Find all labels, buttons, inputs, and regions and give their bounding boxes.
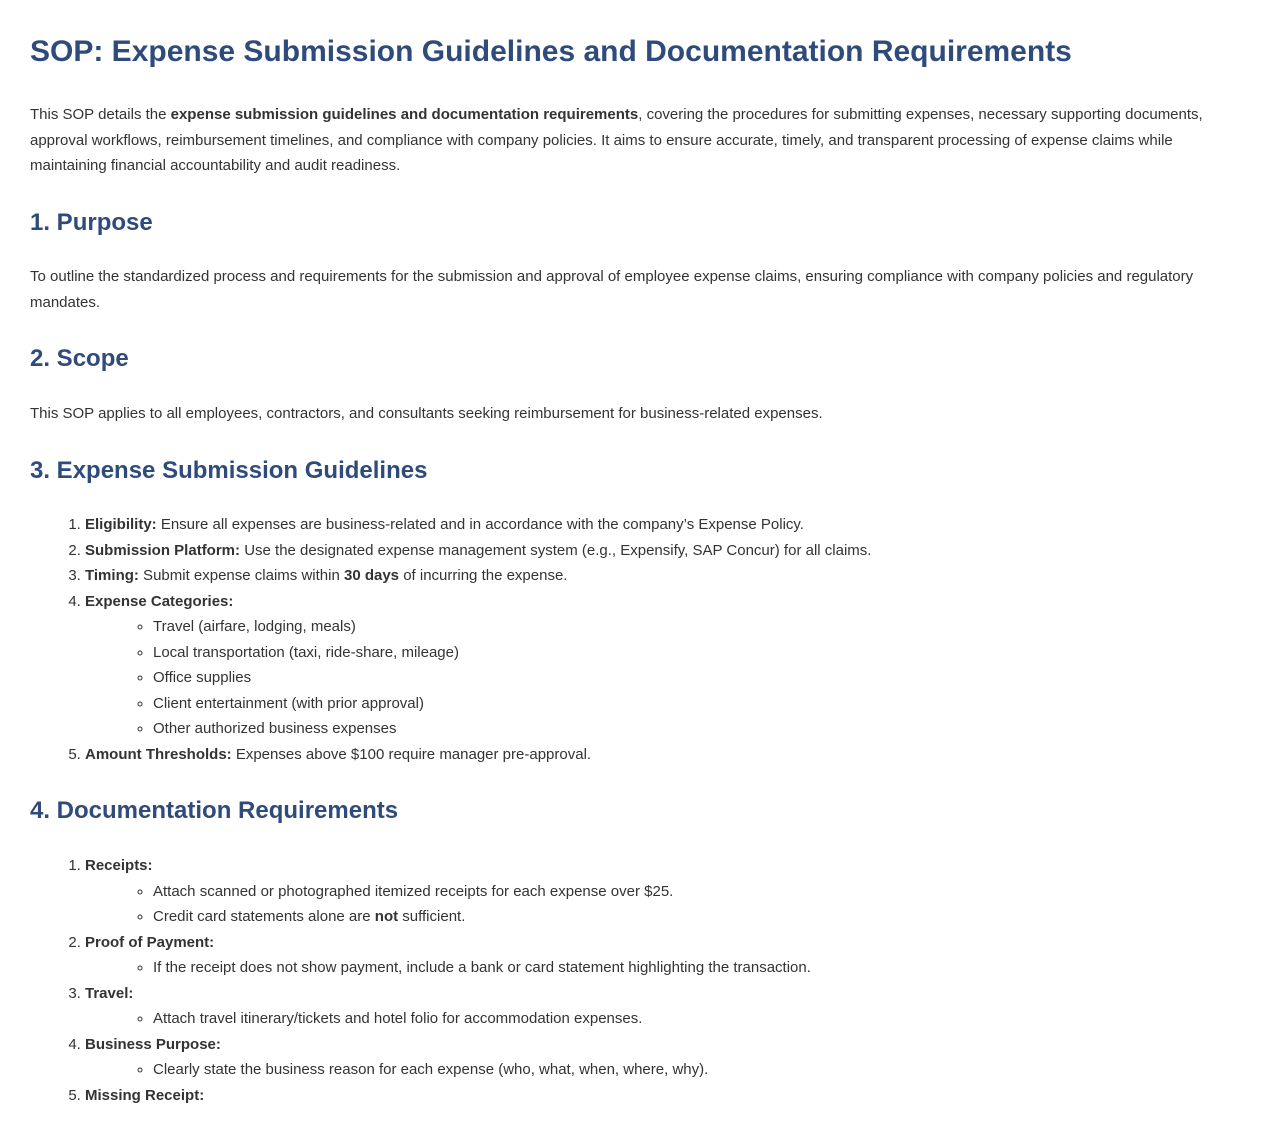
sub-list <box>85 955 1233 981</box>
scope-paragraph: This SOP applies to all employees, contractors, and consultants seeking reimbursement for business-related expenses. <box>30 405 823 423</box>
sub-list-item: ◦ Office supplies <box>153 665 1233 691</box>
list-item: 2. Submission Platform: Use the designated expense management system (e.g., Expensify, SAP Concur) for all claims. <box>85 538 1233 564</box>
sub-list-item: ◦ Credit card statements alone are not sufficient. <box>153 904 1233 930</box>
bold-text: 30 days <box>343 567 400 585</box>
guidelines-list <box>30 512 1233 767</box>
sub-list <box>85 879 1233 930</box>
sub-list-item: ◦ If the receipt does not show payment, include a bank or card statement highlighting the transaction. <box>153 955 1233 981</box>
section-heading-documentation: 4. Documentation Requirements <box>30 797 399 825</box>
item-label: Eligibility: <box>85 516 157 534</box>
sub-list <box>85 1006 1233 1032</box>
section-purpose <box>30 209 1233 316</box>
item-label: Proof of Payment: <box>85 933 215 951</box>
sub-list <box>85 614 1233 742</box>
sub-list-item: ◦ Attach travel itinerary/tickets and hotel folio for accommodation expenses. <box>153 1006 1233 1032</box>
list-item: 5. Amount Thresholds: Expenses above $100 require manager pre-approval. <box>85 742 1233 768</box>
sub-list-item: ◦ Local transportation (taxi, ride-share, mileage) <box>153 640 1233 666</box>
list-item <box>85 1083 1233 1109</box>
item-label: Missing Receipt: <box>85 1086 205 1104</box>
item-label: Amount Thresholds: <box>85 745 232 763</box>
sub-list-item: ◦ Clearly state the business reason for each expense (who, what, when, where, why). <box>153 1057 1233 1083</box>
sub-list-item: ◦ Other authorized business expenses <box>153 716 1233 742</box>
item-label: Timing: <box>85 567 139 585</box>
intro-paragraph: This SOP details the expense submission guidelines and documentation requirements, covering the procedures for submitting expenses, necessary supporting documents, approval workflows, reimbursement timelines, and compliance with company policies. It aims to ensure accurate, timely, and transparent processing of expense claims while maintaining financial accountability and audit readiness. <box>30 106 1203 174</box>
list-item: 1. Eligibility: Ensure all expenses are business-related and in accordance with the company’s Expense Policy. <box>85 512 1233 538</box>
item-label: Expense Categories: <box>85 592 234 610</box>
sub-list-item: ◦ Attach scanned or photographed itemized receipts for each expense over $25. <box>153 879 1233 905</box>
documentation-list <box>30 853 1233 1108</box>
list-item <box>85 1032 1233 1083</box>
purpose-paragraph: To outline the standardized process and requirements for the submission and approval of employee expense claims, ensuring compliance with company policies and regulatory mandates. <box>30 268 1194 311</box>
list-item <box>85 981 1233 1032</box>
bold-text: expense submission guidelines and documentation requirements <box>170 106 639 123</box>
page-title: SOP: Expense Submission Guidelines and Documentation Requirements <box>30 35 1072 68</box>
sub-list <box>85 1057 1233 1083</box>
bold-text: not <box>374 908 399 926</box>
item-label: Travel: <box>85 984 134 1002</box>
section-heading-guidelines: 3. Expense Submission Guidelines <box>30 456 428 484</box>
sub-list-item: ◦ Travel (airfare, lodging, meals) <box>153 614 1233 640</box>
list-item <box>85 853 1233 930</box>
section-scope <box>30 345 1233 426</box>
section-guidelines <box>30 457 1233 768</box>
list-item: 3. Timing: Submit expense claims within 30 days of incurring the expense. <box>85 563 1233 589</box>
item-label: Submission Platform: <box>85 541 241 559</box>
section-heading-scope: 2. Scope <box>30 345 129 373</box>
section-heading-purpose: 1. Purpose <box>30 208 153 236</box>
section-documentation <box>30 797 1233 1108</box>
sub-list-item: ◦ Client entertainment (with prior approval) <box>153 691 1233 717</box>
item-label: Receipts: <box>85 857 153 875</box>
list-item <box>85 589 1233 742</box>
item-label: Business Purpose: <box>85 1035 221 1053</box>
list-item <box>85 930 1233 981</box>
